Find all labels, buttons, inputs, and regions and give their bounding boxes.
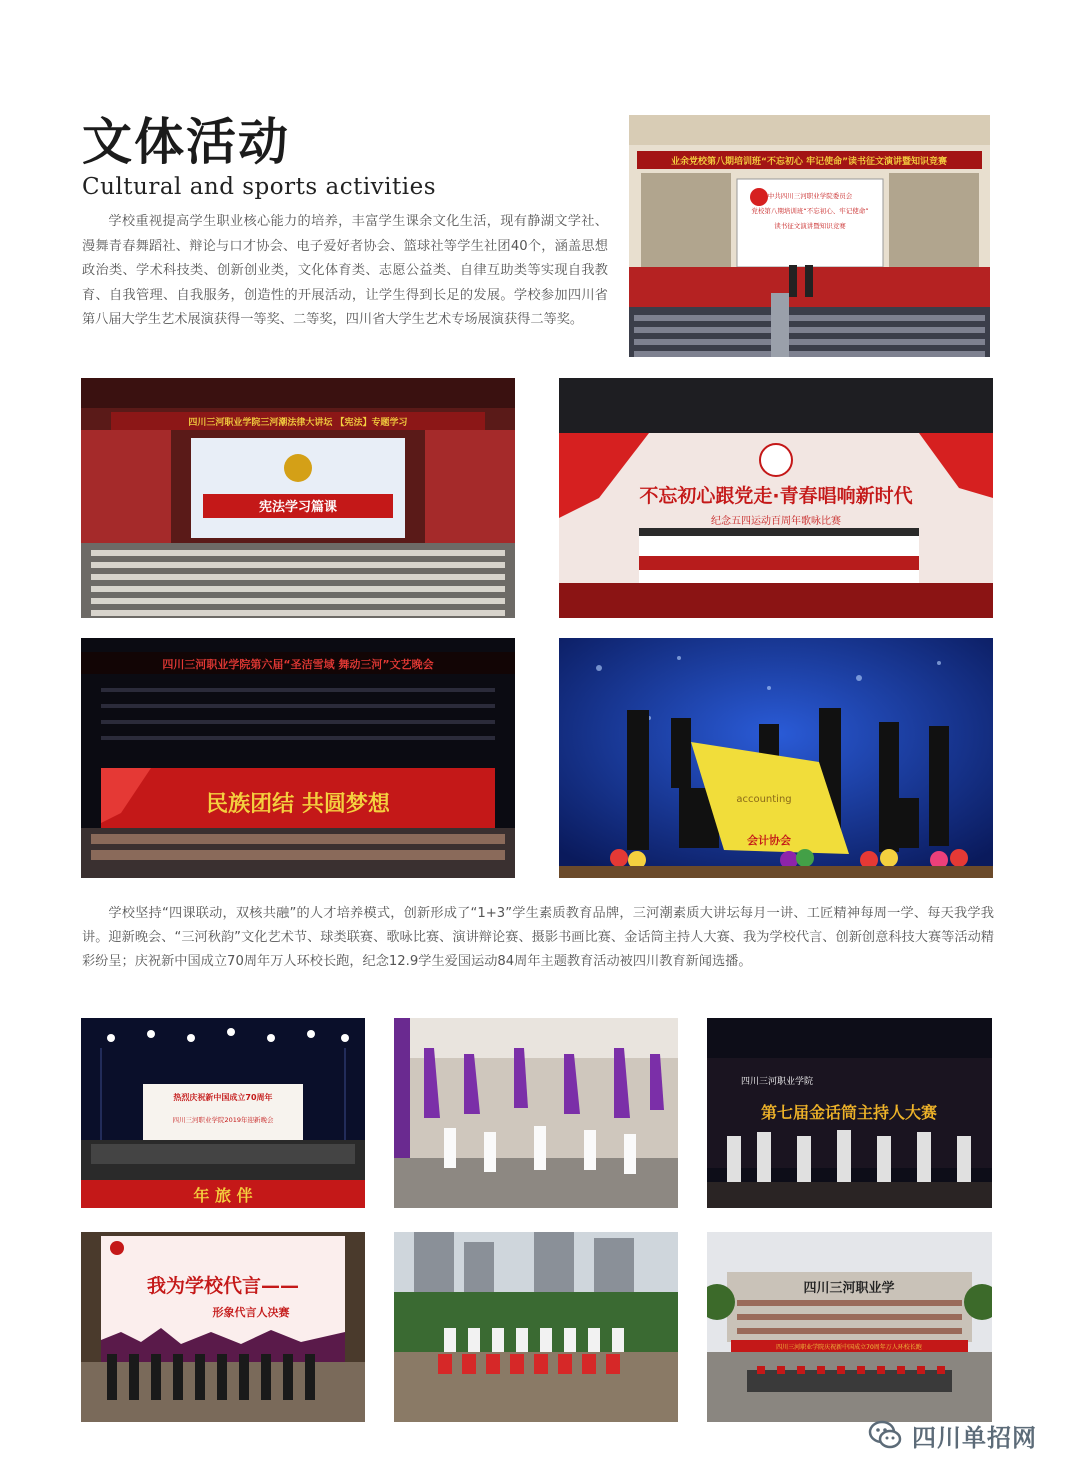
photo6-screen: 热烈庆祝新中国成立70周年 — [173, 1093, 273, 1102]
photo-welcome-gala — [81, 1018, 365, 1208]
photo1-banner: 业余党校第八期培训班“不忘初心 牢记使命”读书征文演讲暨知识竞赛 — [671, 157, 947, 167]
photo1-screen-line2: 党校第八期培训班“不忘初心、牢记使命” — [751, 207, 869, 215]
photo-ambassador-final — [81, 1232, 365, 1422]
photo5-flag-en: accounting — [736, 794, 792, 805]
photo5-flag-cn: 会计协会 — [747, 834, 791, 847]
photo-accounting-association — [559, 638, 993, 878]
photo11-building: 四川三河职业学 — [803, 1281, 895, 1296]
photo8-line2: 第七届金话筒主持人大赛 — [760, 1103, 938, 1122]
photo-cultural-gala — [81, 638, 515, 878]
photo4-banner: 四川三河职业学院第六届“圣洁雪域 舞动三河”文艺晚会 — [162, 658, 434, 671]
photo-party-school-speech — [629, 115, 990, 357]
photo-choir-competition — [559, 378, 993, 618]
watermark-text: 四川单招网 — [912, 1423, 1037, 1452]
photo1-screen-line1: 中共四川三河职业学院委员会 — [767, 192, 853, 200]
page-subtitle: Cultural and sports activities — [82, 174, 437, 200]
photo9-subtitle: 形象代言人决赛 — [212, 1306, 290, 1319]
mid-paragraph: 学校坚持“四课联动，双核共融”的人才培养模式，创新形成了“1+3”学生素质教育品牌，三河潮素质大讲坛每月一讲、工匠精神每周一学、每天我学我讲。迎新晚会、“三河秋韵”文化艺术节、球类联赛、歌咏比赛、演讲辩论赛、摄影书画比赛、金话筒主持人大赛、我为学校代言、创新创意科技大赛等活动精彩纷呈；庆祝新中国成立70周年万人环校长跑，纪念12.9学生爱国运动84周年主题教育活动被四川教育新闻选播。 — [82, 906, 994, 969]
photo6-bottom: 年 旅 伴 — [193, 1186, 253, 1205]
photo-football-team — [394, 1232, 678, 1422]
photo9-title: 我为学校代言—— — [146, 1275, 300, 1297]
photo11-banner: 四川三河职业学院庆祝新中国成立70周年万人环校长跑 — [776, 1344, 922, 1351]
watermark — [868, 1416, 1037, 1454]
photo-host-competition — [707, 1018, 992, 1208]
photo-dance-studio — [394, 1018, 678, 1208]
photo-campus-long-run — [707, 1232, 992, 1422]
photo2-screen: 宪法学习篇课 — [258, 500, 338, 515]
photo3-title: 不忘初心跟党走·青春唱响新时代 — [639, 485, 913, 507]
page-title: 文体活动 — [82, 113, 290, 171]
photo1-screen-line3: 读书征文演讲暨知识竞赛 — [774, 222, 846, 230]
photo4-screen: 民族团结 共圆梦想 — [206, 792, 390, 817]
intro-paragraph: 学校重视提高学生职业核心能力的培养，丰富学生课余文化生活，现有静湖文学社、漫舞青春舞蹈社、辩论与口才协会、电子爱好者协会、篮球社等学生社团40个，涵盖思想政治类、学术科技类、创新创业类，文化体育类、志愿公益类、自律互助类等实现自我教育、自我管理、自我服务，创造性的开展活动，让学生得到长足的发展。学校参加四川省第八届大学生艺术展演获得一等奖、二等奖，四川省大学生艺术专场展演获得二等奖。 — [82, 214, 608, 327]
photo8-line1: 四川三河职业学院 — [740, 1077, 814, 1087]
photo6-screen2: 四川三河职业学院2019年迎新晚会 — [172, 1116, 274, 1124]
photo-law-lecture — [81, 378, 515, 618]
photo3-subtitle: 纪念五四运动百周年歌咏比赛 — [711, 516, 841, 527]
wechat-icon — [868, 1418, 902, 1452]
photo2-banner: 四川三河职业学院三河潮法律大讲坛 【宪法】专题学习 — [188, 418, 408, 428]
